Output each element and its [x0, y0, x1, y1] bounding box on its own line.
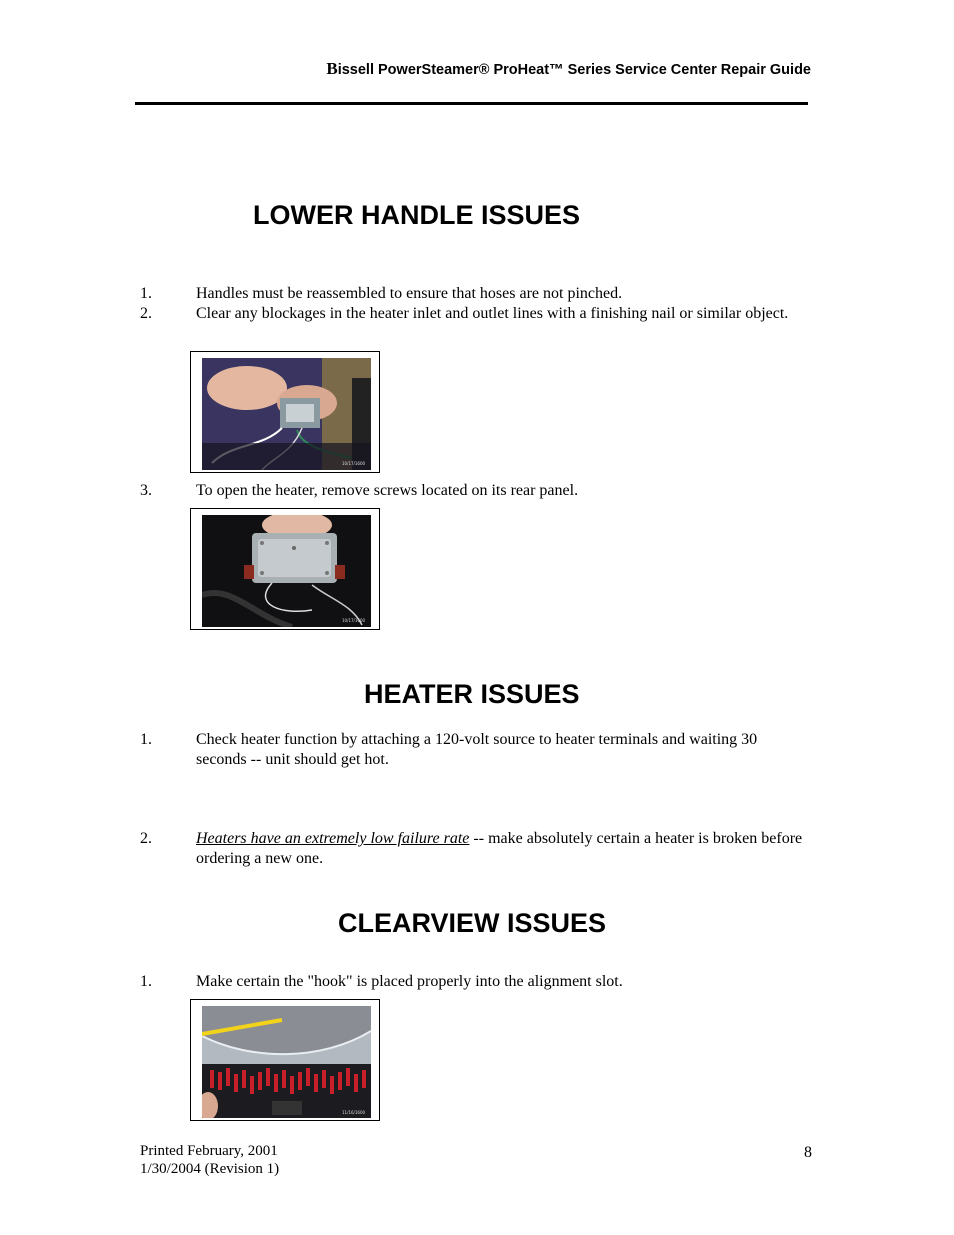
list-number: 2.: [140, 305, 152, 322]
list-number: 1.: [140, 285, 152, 302]
footer-printed-date: Printed February, 2001: [140, 1143, 278, 1159]
photo-clearview-hook: [190, 999, 380, 1121]
page-header: [326, 59, 811, 79]
heading-lower-handle: LOWER HANDLE ISSUES: [253, 200, 581, 230]
emphasis-text: Heaters have an extremely low failure rate: [196, 830, 470, 847]
header-rule: [135, 102, 808, 105]
list-number: 1.: [140, 973, 152, 990]
list-number: 3.: [140, 482, 152, 499]
photo-clearview-hook-image: [202, 1006, 371, 1118]
list-item-text: Check heater function by attaching a 120-volt source to heater terminals and waiting 30 seconds -- unit should get hot.: [196, 731, 758, 768]
list-number: 2.: [140, 830, 152, 847]
heading-clearview: CLEARVIEW ISSUES: [338, 908, 607, 938]
photo-date-stamp: 11/16/1600: [342, 1110, 366, 1115]
page-number: 8: [804, 1144, 812, 1161]
list-item-text: Handles must be reassembled to ensure that hoses are not pinched.: [196, 285, 623, 302]
list-item-rest: -- make absolutely certain a heater is broken before ordering a new one.: [196, 830, 803, 867]
photo-heater-wiring: [190, 351, 380, 473]
photo-date-stamp: 10/17/1600: [342, 461, 366, 466]
photo-heater-wiring-image: [202, 358, 371, 470]
list-item-text: To open the heater, remove screws located on its rear panel.: [196, 482, 579, 499]
header-initial: B: [326, 59, 338, 78]
list-item-text: Clear any blockages in the heater inlet and outlet lines with a finishing nail or similar object.: [196, 305, 789, 322]
list-item-text: [196, 829, 808, 869]
header-title: issell PowerSteamer® ProHeat™ Series Service Center Repair Guide: [337, 62, 811, 78]
footer-revision: 1/30/2004 (Revision 1): [140, 1161, 280, 1177]
photo-heater-panel-image: [202, 515, 371, 627]
list-number: 1.: [140, 731, 152, 748]
heading-heater: HEATER ISSUES: [364, 679, 580, 709]
photo-date-stamp: 10/17/1600: [342, 618, 366, 623]
photo-heater-panel: [190, 508, 380, 630]
list-item-text: Make certain the "hook" is placed properly into the alignment slot.: [196, 973, 623, 990]
